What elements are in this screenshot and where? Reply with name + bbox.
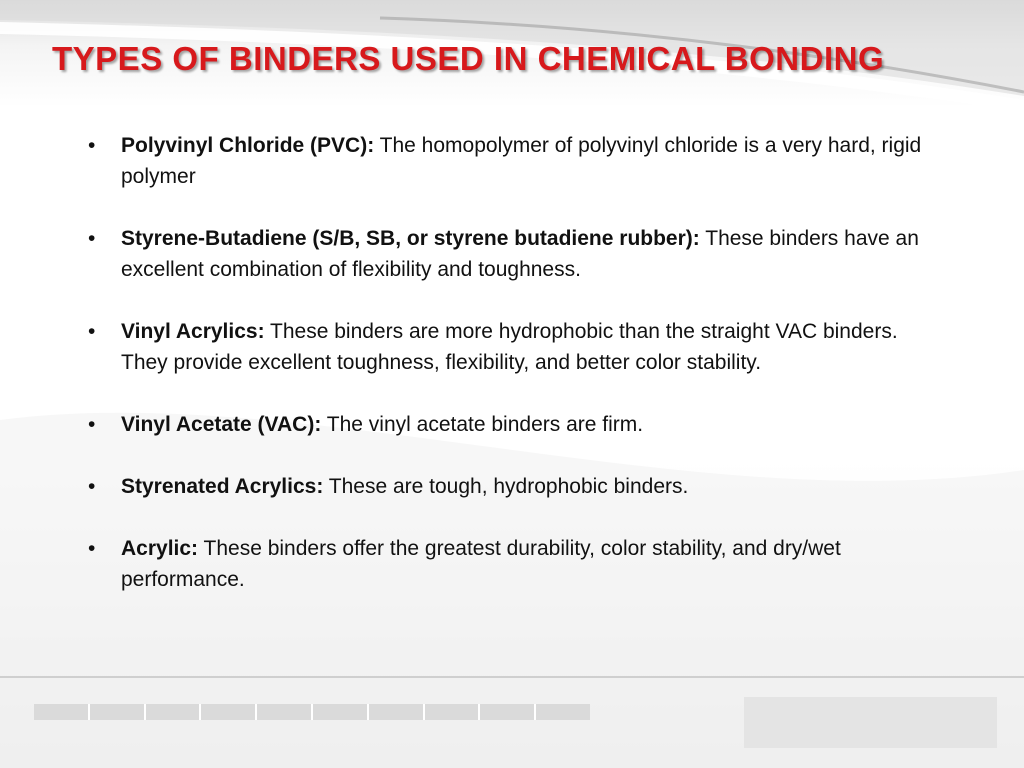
- item-term: Vinyl Acetate (VAC):: [121, 413, 322, 436]
- item-term: Vinyl Acrylics:: [121, 320, 265, 343]
- list-item: [88, 533, 938, 595]
- bullet-list: [88, 130, 938, 595]
- item-description: The homopolymer of polyvinyl chloride is a very hard, rigid polymer: [121, 134, 922, 188]
- list-item: [88, 471, 938, 502]
- item-term: Polyvinyl Chloride (PVC):: [121, 134, 375, 157]
- footer-segment: [146, 704, 202, 720]
- footer-segment: [201, 704, 257, 720]
- slide-title: TYPES OF BINDERS USED IN CHEMICAL BONDING: [52, 40, 885, 77]
- footer-divider: [0, 676, 1024, 678]
- footer-segment: [536, 704, 590, 720]
- footer-segment: [425, 704, 481, 720]
- list-item: [88, 223, 938, 285]
- bullet-icon: •: [88, 320, 96, 343]
- footer-segment: [313, 704, 369, 720]
- bullet-icon: •: [88, 475, 96, 498]
- bullet-icon: •: [88, 134, 96, 157]
- item-term: Styrenated Acrylics:: [121, 475, 324, 498]
- footer-panel: [744, 697, 997, 748]
- item-description: These are tough, hydrophobic binders.: [323, 475, 689, 498]
- bullet-icon: •: [88, 413, 96, 436]
- item-term: Styrene-Butadiene (S/B, SB, or styrene butadiene rubber):: [121, 227, 700, 250]
- item-description: These binders offer the greatest durability, color stability, and dry/wet performance.: [121, 537, 841, 591]
- footer-segment-bar: [34, 704, 590, 720]
- item-term: Acrylic:: [121, 537, 199, 560]
- item-description: The vinyl acetate binders are firm.: [321, 413, 644, 436]
- footer-segment: [369, 704, 425, 720]
- footer-segment: [90, 704, 146, 720]
- footer-segment: [480, 704, 536, 720]
- item-description: These binders have an excellent combination of flexibility and toughness.: [121, 227, 919, 281]
- list-item: [88, 409, 938, 440]
- item-description: These binders are more hydrophobic than the straight VAC binders. They provide excellent toughness, flexibility, and better color stability.: [121, 320, 898, 374]
- bullet-icon: •: [88, 537, 96, 560]
- list-item: [88, 316, 938, 378]
- list-item: [88, 130, 938, 192]
- footer-segment: [34, 704, 90, 720]
- footer-segment: [257, 704, 313, 720]
- bullet-icon: •: [88, 227, 96, 250]
